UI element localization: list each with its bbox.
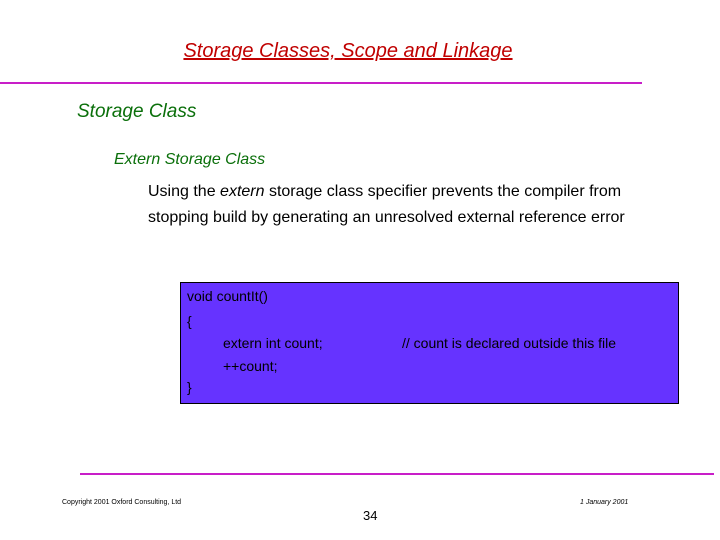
body-text-emphasis: extern <box>220 183 265 200</box>
page-number: 34 <box>363 508 378 523</box>
code-line-5: } <box>187 379 192 395</box>
footer-copyright: Copyright 2001 Oxford Consulting, Ltd <box>62 499 182 506</box>
code-line-3: extern int count; <box>223 335 323 351</box>
slide-title: Storage Classes, Scope and Linkage <box>183 40 513 62</box>
body-text-suffix: storage class specifier prevents the compiler from stopping build by generating an unresolved external reference error <box>148 183 625 226</box>
section-heading: Storage Class <box>77 101 197 122</box>
code-line-2: { <box>187 313 192 329</box>
bottom-divider <box>80 473 714 475</box>
code-block <box>180 282 679 404</box>
body-text-prefix: Using the <box>148 183 221 200</box>
footer-date: 1 January 2001 <box>580 499 629 506</box>
code-line-4: ++count; <box>223 358 278 374</box>
top-divider <box>0 82 642 84</box>
body-paragraph <box>148 179 668 231</box>
subsection-heading: Extern Storage Class <box>114 151 266 168</box>
code-line-1: void countIt() <box>187 288 268 304</box>
code-comment: // count is declared outside this file <box>402 335 617 351</box>
